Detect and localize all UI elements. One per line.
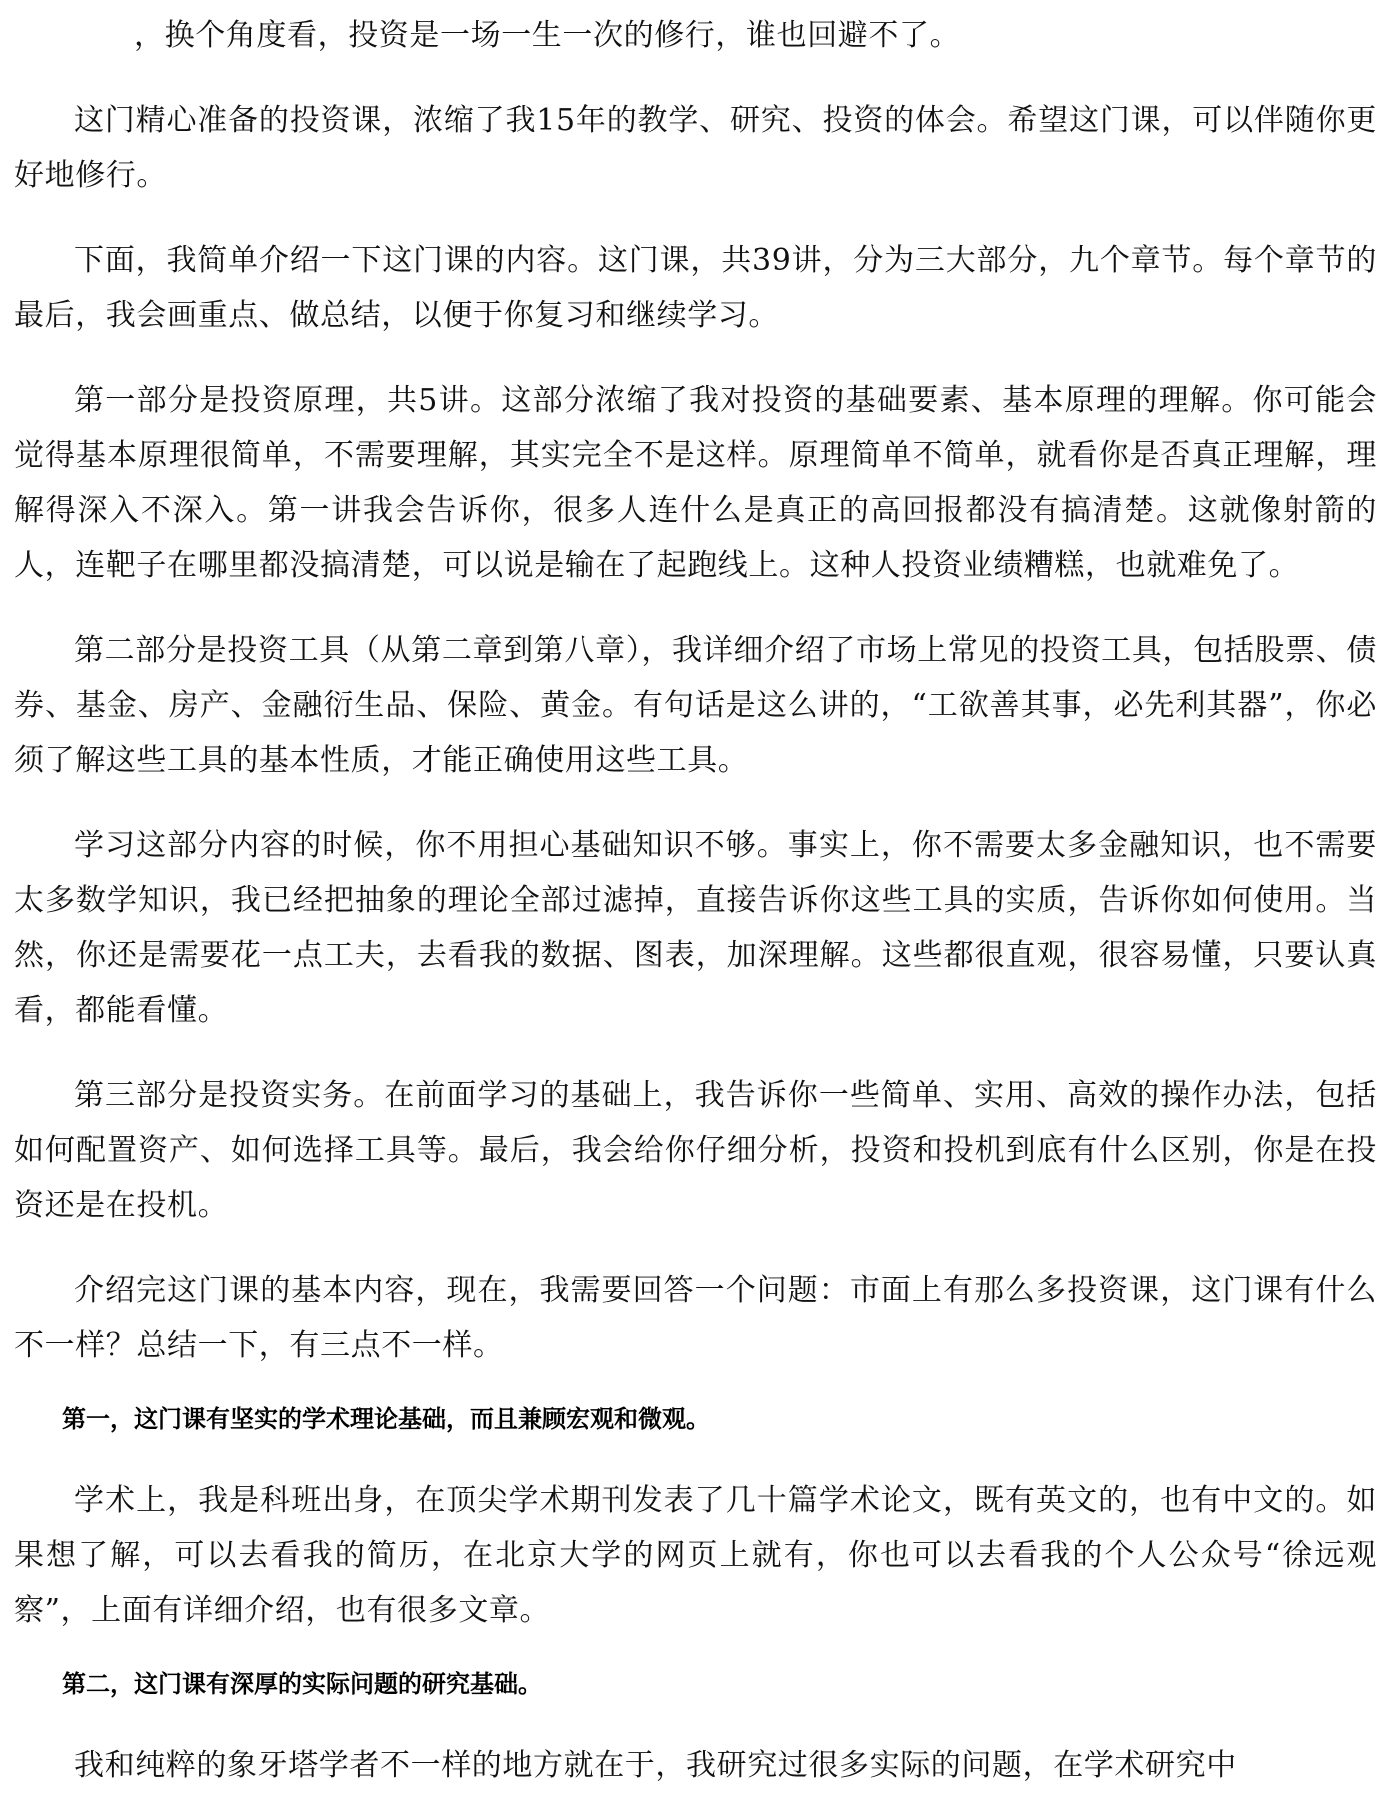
paragraph-5: 第二部分是投资工具（从第二章到第八章），我详细介绍了市场上常见的投资工具，包括股票、债券、基金、房产、金融衍生品、保险、黄金。有句话是这么讲的，“工欲善其事，必先利其器”，你必须了解这些工具的基本性质，才能正确使用这些工具。 xyxy=(14,633,1377,778)
section-heading-1: 第一，这门课有坚实的学术理论基础，而且兼顾宏观和微观。 xyxy=(62,1405,710,1433)
paragraph-1: ，换个角度看，投资是一场一生一次的修行，谁也回避不了。 xyxy=(134,18,961,53)
paragraph-6: 学习这部分内容的时候，你不用担心基础知识不够。事实上，你不需要太多金融知识，也不需要太多数学知识，我已经把抽象的理论全部过滤掉，直接告诉你这些工具的实质，告诉你如何使用。当然，你还是需要花一点工夫，去看我的数据、图表，加深理解。这些都很直观，很容易懂，只要认真看，都能看懂。 xyxy=(14,828,1377,1028)
paragraph-9: 学术上，我是科班出身，在顶尖学术期刊发表了几十篇学术论文，既有英文的，也有中文的。如果想了解，可以去看我的简历，在北京大学的网页上就有，你也可以去看我的个人公众号“徐远观察”，上面有详细介绍，也有很多文章。 xyxy=(14,1483,1377,1628)
paragraph-10: 我和纯粹的象牙塔学者不一样的地方就在于，我研究过很多实际的问题，在学术研究中 xyxy=(74,1748,1237,1783)
section-heading-2: 第二，这门课有深厚的实际问题的研究基础。 xyxy=(62,1670,542,1698)
paragraph-2: 这门精心准备的投资课，浓缩了我15年的教学、研究、投资的体会。希望这门课，可以伴随你更好地修行。 xyxy=(14,103,1377,193)
paragraph-4: 第一部分是投资原理，共5讲。这部分浓缩了我对投资的基础要素、基本原理的理解。你可能会觉得基本原理很简单，不需要理解，其实完全不是这样。原理简单不简单，就看你是否真正理解，理解得深入不深入。第一讲我会告诉你，很多人连什么是真正的高回报都没有搞清楚。这就像射箭的人，连靶子在哪里都没搞清楚，可以说是输在了起跑线上。这种人投资业绩糟糕，也就难免了。 xyxy=(14,383,1377,583)
paragraph-3: 下面，我简单介绍一下这门课的内容。这门课，共39讲，分为三大部分，九个章节。每个章节的最后，我会画重点、做总结，以便于你复习和继续学习。 xyxy=(14,243,1377,333)
paragraph-7: 第三部分是投资实务。在前面学习的基础上，我告诉你一些简单、实用、高效的操作办法，包括如何配置资产、如何选择工具等。最后，我会给你仔细分析，投资和投机到底有什么区别，你是在投资还是在投机。 xyxy=(14,1078,1377,1223)
paragraph-8: 介绍完这门课的基本内容，现在，我需要回答一个问题：市面上有那么多投资课，这门课有什么不一样？总结一下，有三点不一样。 xyxy=(14,1273,1377,1363)
